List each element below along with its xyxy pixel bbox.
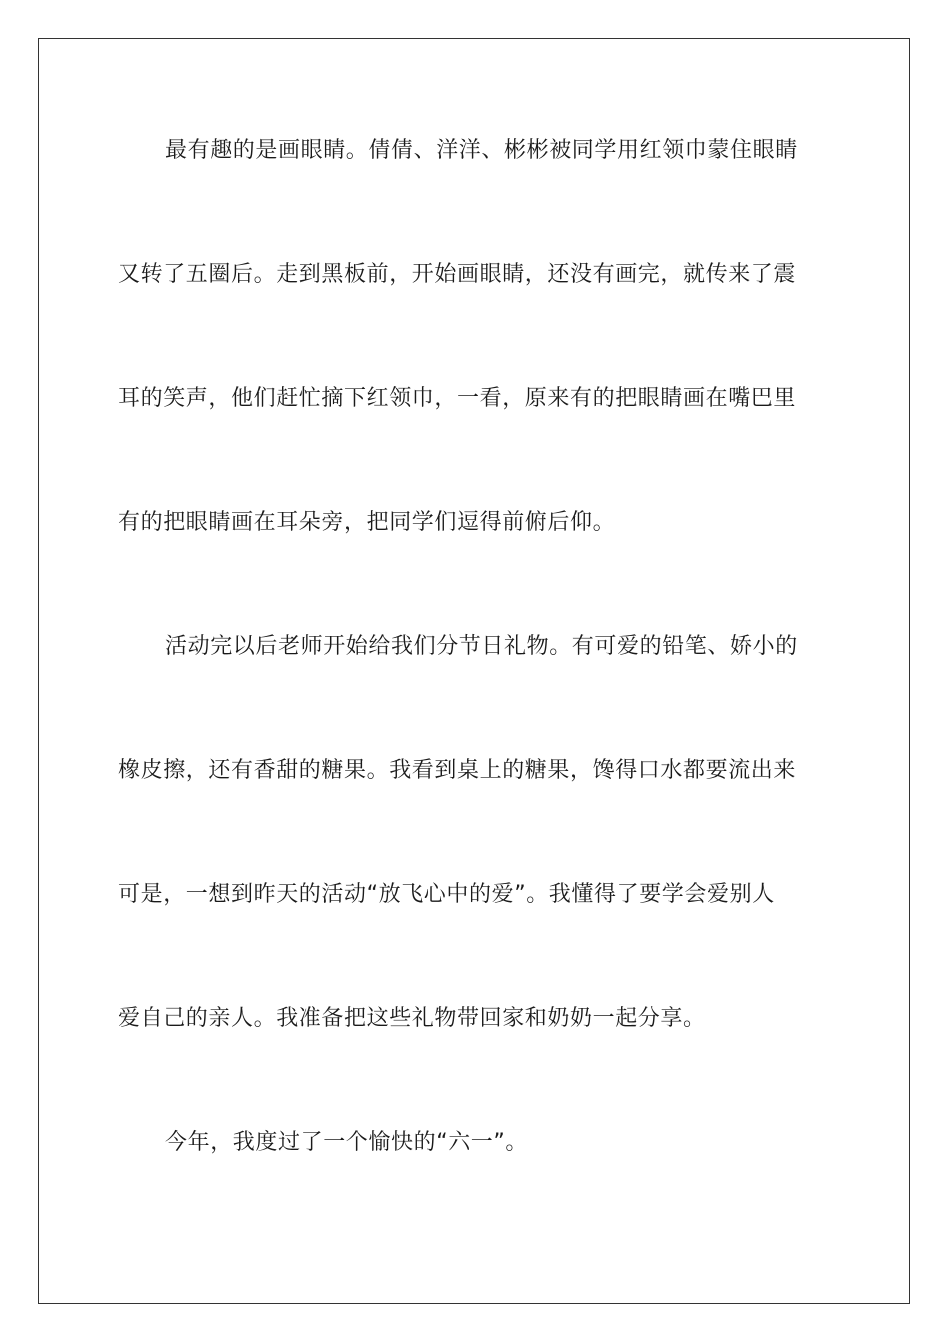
page-frame bbox=[38, 38, 910, 1304]
paragraph-3-line-1: 今年，我度过了一个愉快的“六一”。 bbox=[165, 1130, 528, 1155]
paragraph-1-line-3: 耳的笑声，他们赶忙摘下红领巾，一看，原来有的把眼睛画在嘴巴里 bbox=[118, 386, 797, 411]
paragraph-1-line-1: 最有趣的是画眼睛。倩倩、洋洋、彬彬被同学用红领巾蒙住眼睛 bbox=[165, 138, 798, 163]
paragraph-2-line-3: 可是，一想到昨天的活动“放飞心中的爱”。我懂得了要学会爱别人 bbox=[118, 882, 775, 907]
paragraph-1-line-4: 有的把眼睛画在耳朵旁，把同学们逗得前俯后仰。 bbox=[118, 510, 616, 535]
paragraph-2-line-4: 爱自己的亲人。我准备把这些礼物带回家和奶奶一起分享。 bbox=[118, 1006, 706, 1031]
paragraph-2-line-2: 橡皮擦，还有香甜的糖果。我看到桌上的糖果，馋得口水都要流出来 bbox=[118, 758, 797, 783]
paragraph-2-line-1: 活动完以后老师开始给我们分节日礼物。有可爱的铅笔、娇小的 bbox=[165, 634, 798, 659]
paragraph-1-line-2: 又转了五圈后。走到黑板前，开始画眼睛，还没有画完，就传来了震 bbox=[118, 262, 797, 287]
